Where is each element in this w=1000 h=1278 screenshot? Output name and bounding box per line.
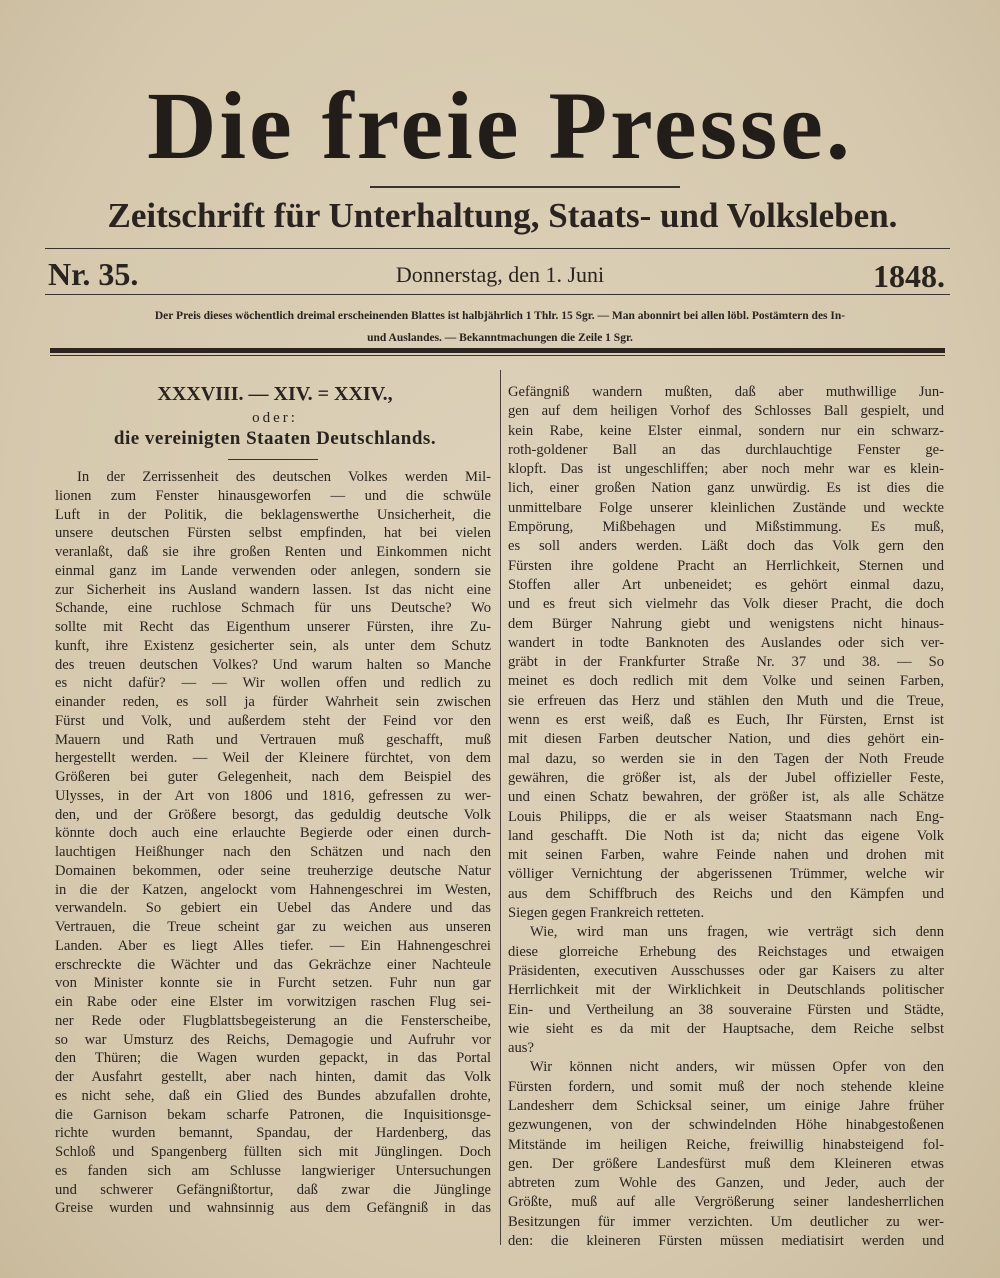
text-line: Wie, wird man uns fragen, wie verträgt sich denn xyxy=(530,924,944,941)
text-line: Louis Philipps, die er als weiser Staatsmann nach Eng- xyxy=(508,808,944,825)
text-line: Siegen gegen Frankreich retteten. xyxy=(508,905,705,922)
text-line: könnte doch auch eine erlauchte Begierde oder einen durch- xyxy=(55,825,491,842)
text-line: es nicht sehe, daß ein Glied des Bundes abzufallen drohte, xyxy=(55,1087,491,1104)
text-line: klopft. Das ist ungeschliffen; aber noch mehr war es klein- xyxy=(508,461,944,478)
text-line: Landen. Aber es liegt Alles tiefer. — Ein Hahnengeschrei xyxy=(55,937,491,954)
text-line: abtreten zum Wohle des Ganzen, und Jeder, auch der xyxy=(508,1175,944,1192)
text-line: Herrlichkeit mit der Wirklichkeit in Deutschlands politischer xyxy=(508,982,944,999)
text-line: kunft, ihre Existenz gesicherter sein, als unter dem Schutz xyxy=(55,637,491,654)
text-line: es fanden sich am Schlusse langwieriger Untersuchungen xyxy=(55,1162,491,1179)
text-line: verwandeln. So gebiert ein Uebel das Andere und das xyxy=(55,900,491,917)
text-line: Präsidenten, executiven Ausschusses oder gar Kaisers zu alter xyxy=(508,962,944,979)
text-line: Landesherr dem Schicksal seiner, um einige Jahre früher xyxy=(508,1097,944,1114)
text-line: hergestellt werden. — Weil der Kleinere fürchtet, von dem xyxy=(55,750,491,767)
text-line: der Ausfahrt gestellt, aber nach hinten, damit das Volk xyxy=(55,1069,491,1085)
text-line: und es freut sich vielmehr das Volk dieser Pracht, die doch xyxy=(508,596,944,613)
issue-date: Donnerstag, den 1. Juni xyxy=(395,262,605,287)
text-line: und einen Schatz bewahren, der größer ist, als alle Schätze xyxy=(508,789,944,806)
text-line: gen auf dem heiligen Vorhof des Schlosses Ball gespielt, und xyxy=(508,403,944,420)
article-subheading: die vereinigten Staaten Deutschlands. xyxy=(113,428,437,449)
text-line: so war Umsturz des Reichs, Demagogie und Aufruhr vor xyxy=(55,1031,491,1048)
issue-year: 1848. xyxy=(873,258,945,294)
text-line: gräbt in der Frankfurter Straße Nr. 37 und 38. — So xyxy=(508,654,944,671)
text-line: gen. Der größere Landesfürst muß dem Kleineren etwas xyxy=(508,1155,944,1172)
text-line: Stoffen aller Art unbeneidet; es gehört einmal dazu, xyxy=(508,576,944,593)
text-line: einander reden, es soll ja fürder Wahrheit sein zwischen xyxy=(55,694,491,710)
text-line: Empörung, Mißbehagen und Mißstimmung. Es muß, xyxy=(508,519,944,536)
text-line: Domainen bekommen, oder seine treuherzige deutsche Natur xyxy=(55,862,491,879)
text-line: veranlaßt, daß sie ihre großen Renten und Einkommen nicht xyxy=(55,544,491,560)
paragraph xyxy=(508,1058,944,1251)
text-line: einmal ganz im Lande verwenden oder anlegen, sondern sie xyxy=(55,562,491,579)
left-column xyxy=(55,468,491,1218)
text-line: erschreckte die Wächter und das Gekrächze einer Nachteule xyxy=(55,956,491,973)
text-line: ner Rede oder Flugblattsbegeisterung an die Fensterscheibe, xyxy=(55,1012,491,1029)
text-line: Greise wurden und wahnsinnig aus dem Gefängniß in das xyxy=(55,1200,491,1217)
article-heading: XXXVIII. — XIV. = XXIV., xyxy=(157,383,393,405)
text-line: In der Zerrissenheit des deutschen Volkes werden Mil- xyxy=(77,469,491,485)
text-line: zur Sicherheit ins Ausland wandern lassen. Ist das nicht eine xyxy=(55,581,491,598)
text-line: aus? xyxy=(508,1040,534,1057)
text-line: land geschafft. Die Noth ist da; nicht das eigene Volk xyxy=(508,827,944,844)
text-line: Mitstände im heiligen Reiche, freiwillig hinabsteigend fol- xyxy=(508,1136,944,1153)
text-line: Vertrauen, die Treue scheint gar zu weichen aus unseren xyxy=(55,919,491,935)
text-line: Mauern und Rath und Vertrauen muß geschafft, muß xyxy=(55,731,491,748)
text-line: lauchtigen Heißhunger nach den Schätzen und nach den xyxy=(55,844,491,860)
text-line: Ulysses, in der Art von 1806 und 1816, gefressen zu wer- xyxy=(55,787,491,804)
text-line: den, und der Größere besorgt, das geduldig deutsche Volk xyxy=(55,806,491,823)
text-line: Größeren bei guter Gelegenheit, nach dem Beispiel des xyxy=(55,769,491,785)
text-line: lich, einer großen Nation ganz unwürdig. Es ist dies die xyxy=(508,480,944,497)
text-line: aus dem Schiffbruch des Reichs und den Kämpfen und xyxy=(508,885,944,902)
text-line: richte wurden bemannt, Spandau, der Hardenberg, das xyxy=(55,1125,491,1142)
text-line: wandert in todte Banknoten des Auslandes oder sich ver- xyxy=(508,634,944,651)
text-line: Gefängniß wandern mußten, daß aber muthwillige Jun- xyxy=(508,384,944,400)
text-line: und schwerer Gefängnißtortur, daß zwar die Jünglinge xyxy=(55,1181,491,1198)
heading-rule xyxy=(228,459,318,460)
text-line: Besitzungen für immer verzichten. Um deutlicher zu wer- xyxy=(508,1213,944,1230)
column-divider xyxy=(500,370,501,1245)
text-line: völliger Vernichtung der abgerissenen Trümmer, welche wir xyxy=(508,866,944,883)
subscription-info-line: Der Preis dieses wöchentlich dreimal erscheinenden Blattes ist halbjährlich 1 Thlr. 15 Sgr. — Man abonnirt bei allen löbl. Postämtern des In- xyxy=(154,310,846,322)
text-line: sollte mit Recht das Eigenthum unserer Fürsten, ihre Zu- xyxy=(55,619,491,635)
text-line: es soll anders werden. Läßt doch das Volk gern den xyxy=(508,538,944,555)
text-line: die Garnison bekam scharfe Patronen, die Inquisitionsge- xyxy=(55,1106,491,1123)
text-line: gewähren, die größer ist, als der Jubel offizieller Feste, xyxy=(508,769,944,786)
text-line: kein Rabe, keine Elster einmal, sondern nur ein schwarz- xyxy=(508,422,944,439)
text-line: gezwungenen, von der schwindelnden Höhe hinabgestoßenen xyxy=(508,1117,944,1134)
text-line: Ein- und Vertheilung an 38 souveraine Fürsten und Städte, xyxy=(508,1001,944,1018)
text-line: Wir können nicht anders, wir müssen Opfer von den xyxy=(530,1059,944,1076)
right-column xyxy=(508,383,944,1251)
masthead-rule xyxy=(45,248,950,249)
text-line: unsere deutschen Fürsten selbst empfinden, hat bei vielen xyxy=(55,525,491,542)
text-line: Schande, eine ruchlose Schmach für uns Deutsche? Wo xyxy=(55,600,491,617)
subscription-info xyxy=(50,305,950,349)
text-line: in die der Katzen, angelockt vom Hahnengeschrei im Westen, xyxy=(55,881,491,898)
text-line: den Thüren; die Wagen wurden gepackt, in das Portal xyxy=(55,1050,491,1067)
text-line: Fürsten fordern, und somit muß der noch stehende kleine xyxy=(508,1078,944,1095)
issue-number: Nr. 35. xyxy=(48,256,139,292)
newspaper-title: Die freie Presse. xyxy=(147,72,853,179)
header-thick-rule xyxy=(50,348,945,353)
text-line: es nicht dafür? — — Wir wollen offen und redlich zu xyxy=(55,675,491,692)
article-oder: oder: xyxy=(252,410,298,426)
text-line: Fürsten ihre goldene Pracht an Herrlichkeit, Sternen und xyxy=(508,557,944,574)
text-line: meinet es doch redlich mit dem Volke und seinen Farben, xyxy=(508,673,944,690)
text-line: den: die kleineren Fürsten müssen mediatisirt werden und xyxy=(508,1233,944,1250)
header-thin-rule xyxy=(50,355,945,356)
text-line: Größte, muß auf alle Vergrößerung seiner landesherrlichen xyxy=(508,1194,944,1211)
text-line: mit diesen Farben deutscher Nation, und dies gehört ein- xyxy=(508,731,944,748)
paragraph xyxy=(508,383,944,923)
text-line: wie sieht es da mit der Hauptsache, dem Reiche selbst xyxy=(508,1020,944,1037)
paragraph xyxy=(508,923,944,1058)
text-line: Schloß und Spangenberg füllten sich mit Jünglingen. Doch xyxy=(55,1144,491,1160)
subscription-info-line: und Auslandes. — Bekanntmachungen die Zeile 1 Sgr. xyxy=(367,332,633,344)
text-line: lionen zum Fenster hinausgeworfen — und die schwüle xyxy=(55,487,491,504)
issue-rule xyxy=(45,294,950,295)
text-line: dem Bürger Nahrung giebt und wenigstens nicht hinaus- xyxy=(508,615,944,632)
text-line: sie erfreuen das Herz und stählen den Muth und die Treue, xyxy=(508,692,944,709)
text-line: Fürst und Volk, und außerdem steht der Feind vor den xyxy=(55,712,491,729)
text-line: ein Rabe oder eine Elster im vorwitzigen raschen Flug sei- xyxy=(55,994,491,1010)
text-line: des treuen deutschen Volkes? Und warum halten so Manche xyxy=(55,656,491,673)
text-line: roth-goldener Ball an das durchlauchtige Fenster ge- xyxy=(508,441,944,458)
text-line: diese glorreiche Erhebung des Reichstages und etwaigen xyxy=(508,943,944,960)
title-rule xyxy=(370,186,680,188)
text-line: mit seinen Farben, wahre Feinde nahen und drohen mit xyxy=(508,847,944,864)
newspaper-subtitle: Zeitschrift für Unterhaltung, Staats- und Volksleben. xyxy=(107,196,898,235)
text-line: unmittelbare Folge unserer kleinlichen Zustände und weckte xyxy=(508,499,944,516)
text-line: Luft in der Politik, die beklagenswerthe Unsicherheit, die xyxy=(55,506,491,523)
text-line: mal dazu, so werden sie in den Tagen der Noth Freude xyxy=(508,750,944,767)
text-line: von Minister konnte sie in Furcht setzen. Fuhr nun gar xyxy=(55,975,491,992)
paragraph xyxy=(55,468,491,1218)
text-line: wenn es erst weiß, daß es Euch, Ihr Fürsten, Ernst ist xyxy=(508,712,944,729)
